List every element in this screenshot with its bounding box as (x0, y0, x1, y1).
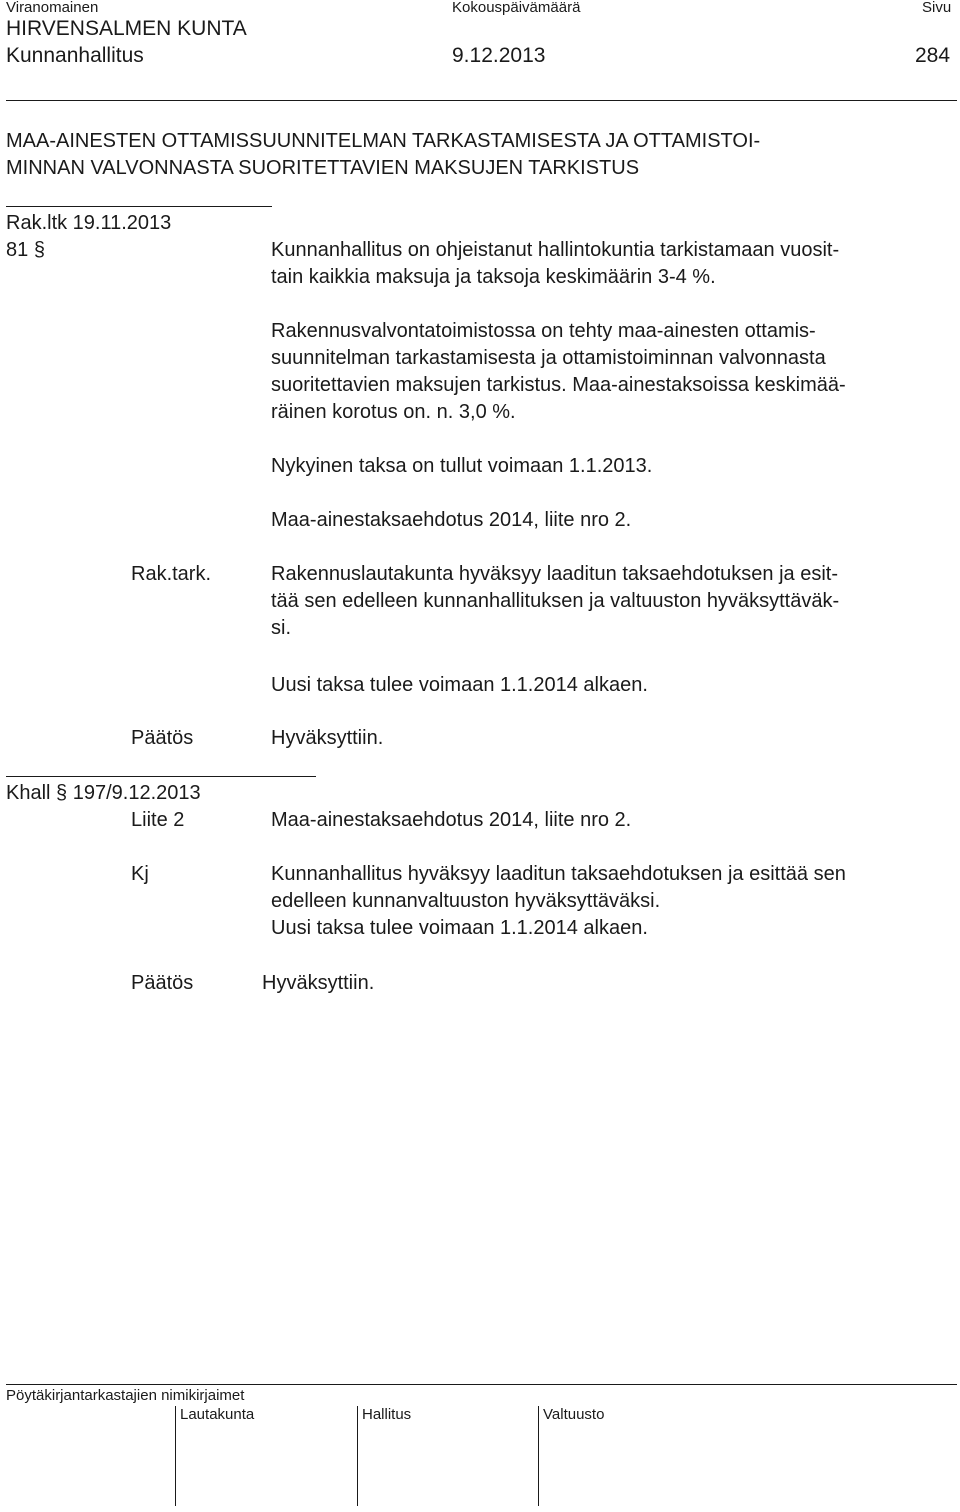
header-label-page: Sivu (922, 0, 952, 16)
footer-signatures-label: Pöytäkirjantarkastajien nimikirjaimet (6, 1387, 245, 1404)
rak-tark-line: Rakennuslautakunta hyväksyy laaditun taksaehdotuksen ja esit- (271, 563, 839, 585)
header-body: Kunnanhallitus (6, 44, 144, 67)
rak-tark-text (271, 561, 839, 642)
ltk-para-2 (271, 318, 846, 426)
kj-line: edelleen kunnanvaltuuston hyväksyttäväksi. (271, 890, 661, 912)
footer-col-divider (538, 1406, 539, 1506)
header-label-official: Viranomainen (6, 0, 99, 16)
ltk-para-1-line: Kunnanhallitus on ohjeistanut hallintokuntia tarkistamaan vuosit- (271, 239, 840, 261)
section-number (6, 237, 45, 264)
title-line-2: MINNAN VALVONNASTA SUORITETTAVIEN MAKSUJEN TARKISTUS (6, 157, 640, 179)
footer-col-divider (175, 1406, 176, 1506)
kj-text (271, 861, 846, 942)
ltk-divider (6, 206, 272, 207)
footer-col-divider (357, 1406, 358, 1506)
ltk-para-1-line: tain kaikkia maksuja ja taksoja keskimäärin 3-4 %. (271, 266, 716, 288)
rak-tark-label: Rak.tark. (131, 563, 212, 585)
khall-decision-text: Hyväksyttiin. (262, 972, 375, 994)
khall-reference (6, 780, 201, 807)
ltk-reference: Rak.ltk 19.11.2013 (6, 212, 172, 234)
ltk-decision-label: Päätös (131, 727, 194, 749)
ltk-para-2-line: suunnitelman tarkastamisesta ja ottamistoiminnan valvonnasta (271, 347, 826, 369)
section-number-value: 81 (6, 239, 29, 261)
ltk-para-2-line: Rakennusvalvontatoimistossa on tehty maa-ainesten ottamis- (271, 320, 816, 342)
khall-section-sign: § (56, 782, 68, 804)
ltk-para-3: Nykyinen taksa on tullut voimaan 1.1.2013. (271, 455, 653, 477)
kj-line: Kunnanhallitus hyväksyy laaditun taksaehdotuksen ja esittää sen (271, 863, 846, 885)
header-date: 9.12.2013 (452, 44, 546, 67)
rak-tark-line: si. (271, 617, 291, 639)
khall-ref-number: 197/9.12.2013 (72, 782, 201, 804)
attachment-text: Maa-ainestaksaehdotus 2014, liite nro 2. (271, 809, 632, 831)
footer-divider (6, 1384, 957, 1385)
header-divider (6, 100, 957, 101)
footer-col-valtuusto: Valtuusto (543, 1406, 605, 1423)
khall-ref-label: Khall (6, 782, 51, 804)
footer-col-hallitus: Hallitus (362, 1406, 412, 1423)
ltk-para-2-line: räinen korotus on. n. 3,0 %. (271, 401, 516, 423)
kj-label: Kj (131, 863, 149, 885)
ltk-para-5: Uusi taksa tulee voimaan 1.1.2014 alkaen. (271, 674, 648, 696)
kj-line: Uusi taksa tulee voimaan 1.1.2014 alkaen. (271, 917, 648, 939)
khall-divider (6, 776, 316, 777)
ltk-para-1 (271, 237, 839, 291)
header-label-meeting-date: Kokouspäivämäärä (452, 0, 581, 16)
ltk-para-4: Maa-ainestaksaehdotus 2014, liite nro 2. (271, 509, 632, 531)
footer-col-lautakunta: Lautakunta (180, 1406, 255, 1423)
khall-decision-label: Päätös (131, 972, 194, 994)
section-sign: § (33, 239, 45, 261)
municipality-name: HIRVENSALMEN KUNTA (6, 17, 247, 40)
rak-tark-line: tää sen edelleen kunnanhallituksen ja valtuuston hyväksyttäväk- (271, 590, 840, 612)
header-page-number: 284 (915, 44, 951, 67)
title-line-1: MAA-AINESTEN OTTAMISSUUNNITELMAN TARKASTAMISESTA JA OTTAMISTOI- (6, 130, 761, 152)
ltk-para-2-line: suoritettavien maksujen tarkistus. Maa-ainestaksoissa keskimää- (271, 374, 846, 396)
ltk-decision-text: Hyväksyttiin. (271, 727, 384, 749)
attachment-label: Liite 2 (131, 809, 185, 831)
